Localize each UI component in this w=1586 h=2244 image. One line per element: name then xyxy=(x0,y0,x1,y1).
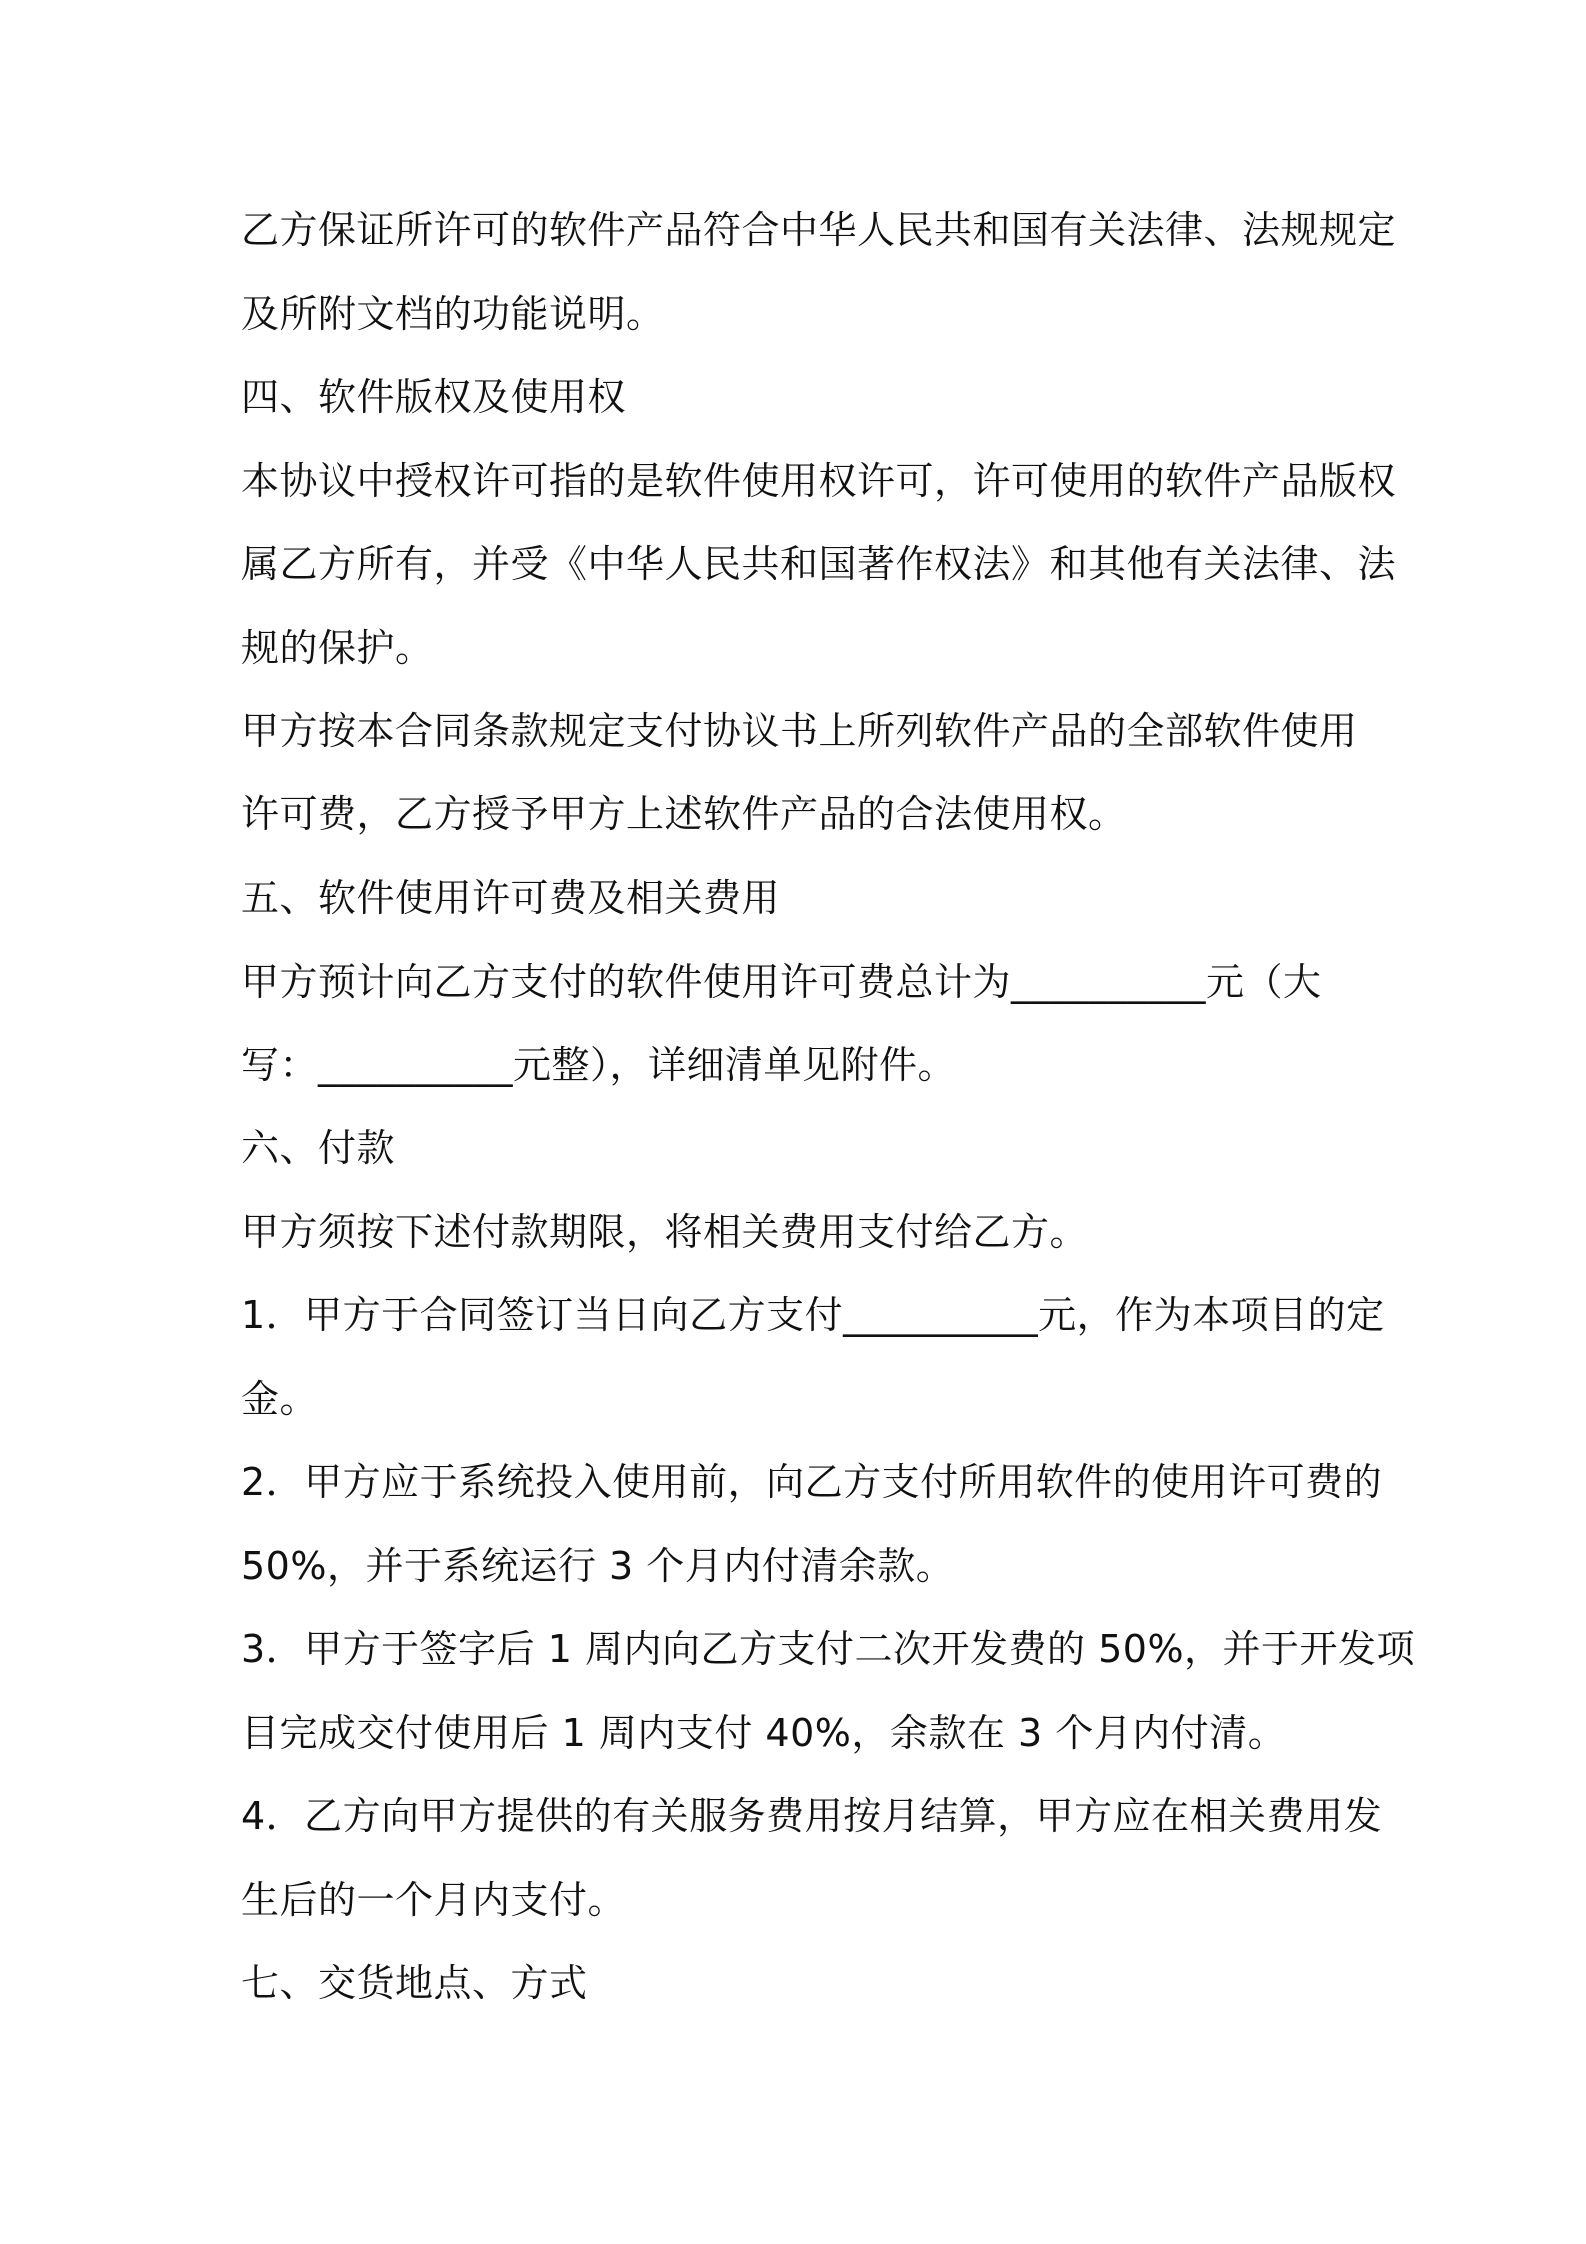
list-item-continuation: 50%，并于系统运行 3 个月内付清余款。 xyxy=(241,1544,955,1588)
paragraph-line: 写：__________元整），详细清单见附件。 xyxy=(241,1043,957,1087)
paragraph-line: 乙方保证所许可的软件产品符合中华人民共和国有关法律、法规规定 xyxy=(241,208,1397,252)
list-item: 1．甲方于合同签订当日向乙方支付__________元，作为本项目的定 xyxy=(241,1293,1385,1337)
paragraph-line: 甲方按本合同条款规定支付协议书上所列软件产品的全部软件使用 xyxy=(241,709,1358,753)
paragraph-line: 甲方预计向乙方支付的软件使用许可费总计为__________元（大 xyxy=(241,960,1322,1004)
list-item-continuation: 生后的一个月内支付。 xyxy=(241,1878,627,1922)
paragraph-line: 本协议中授权许可指的是软件使用权许可，许可使用的软件产品版权 xyxy=(241,459,1397,503)
paragraph-line: 规的保护。 xyxy=(241,626,434,670)
list-item-continuation: 目完成交付使用后 1 周内支付 40%，余款在 3 个月内付清。 xyxy=(241,1711,1287,1755)
paragraph-line: 许可费，乙方授予甲方上述软件产品的合法使用权。 xyxy=(241,792,1127,836)
section-heading: 六、付款 xyxy=(241,1126,396,1170)
paragraph-line: 及所附文档的功能说明。 xyxy=(241,292,665,336)
paragraph-line: 属乙方所有，并受《中华人民共和国著作权法》和其他有关法律、法 xyxy=(241,542,1397,586)
list-item: 3．甲方于签字后 1 周内向乙方支付二次开发费的 50%，并于开发项 xyxy=(241,1627,1416,1671)
list-item-continuation: 金。 xyxy=(241,1377,319,1421)
list-item: 2．甲方应于系统投入使用前，向乙方支付所用软件的使用许可费的 xyxy=(241,1460,1383,1504)
section-heading: 五、软件使用许可费及相关费用 xyxy=(241,876,781,920)
section-heading: 四、软件版权及使用权 xyxy=(241,375,627,419)
list-item: 4．乙方向甲方提供的有关服务费用按月结算，甲方应在相关费用发 xyxy=(241,1794,1383,1838)
section-heading: 七、交货地点、方式 xyxy=(241,1961,588,2005)
paragraph-line: 甲方须按下述付款期限，将相关费用支付给乙方。 xyxy=(241,1210,1089,1254)
